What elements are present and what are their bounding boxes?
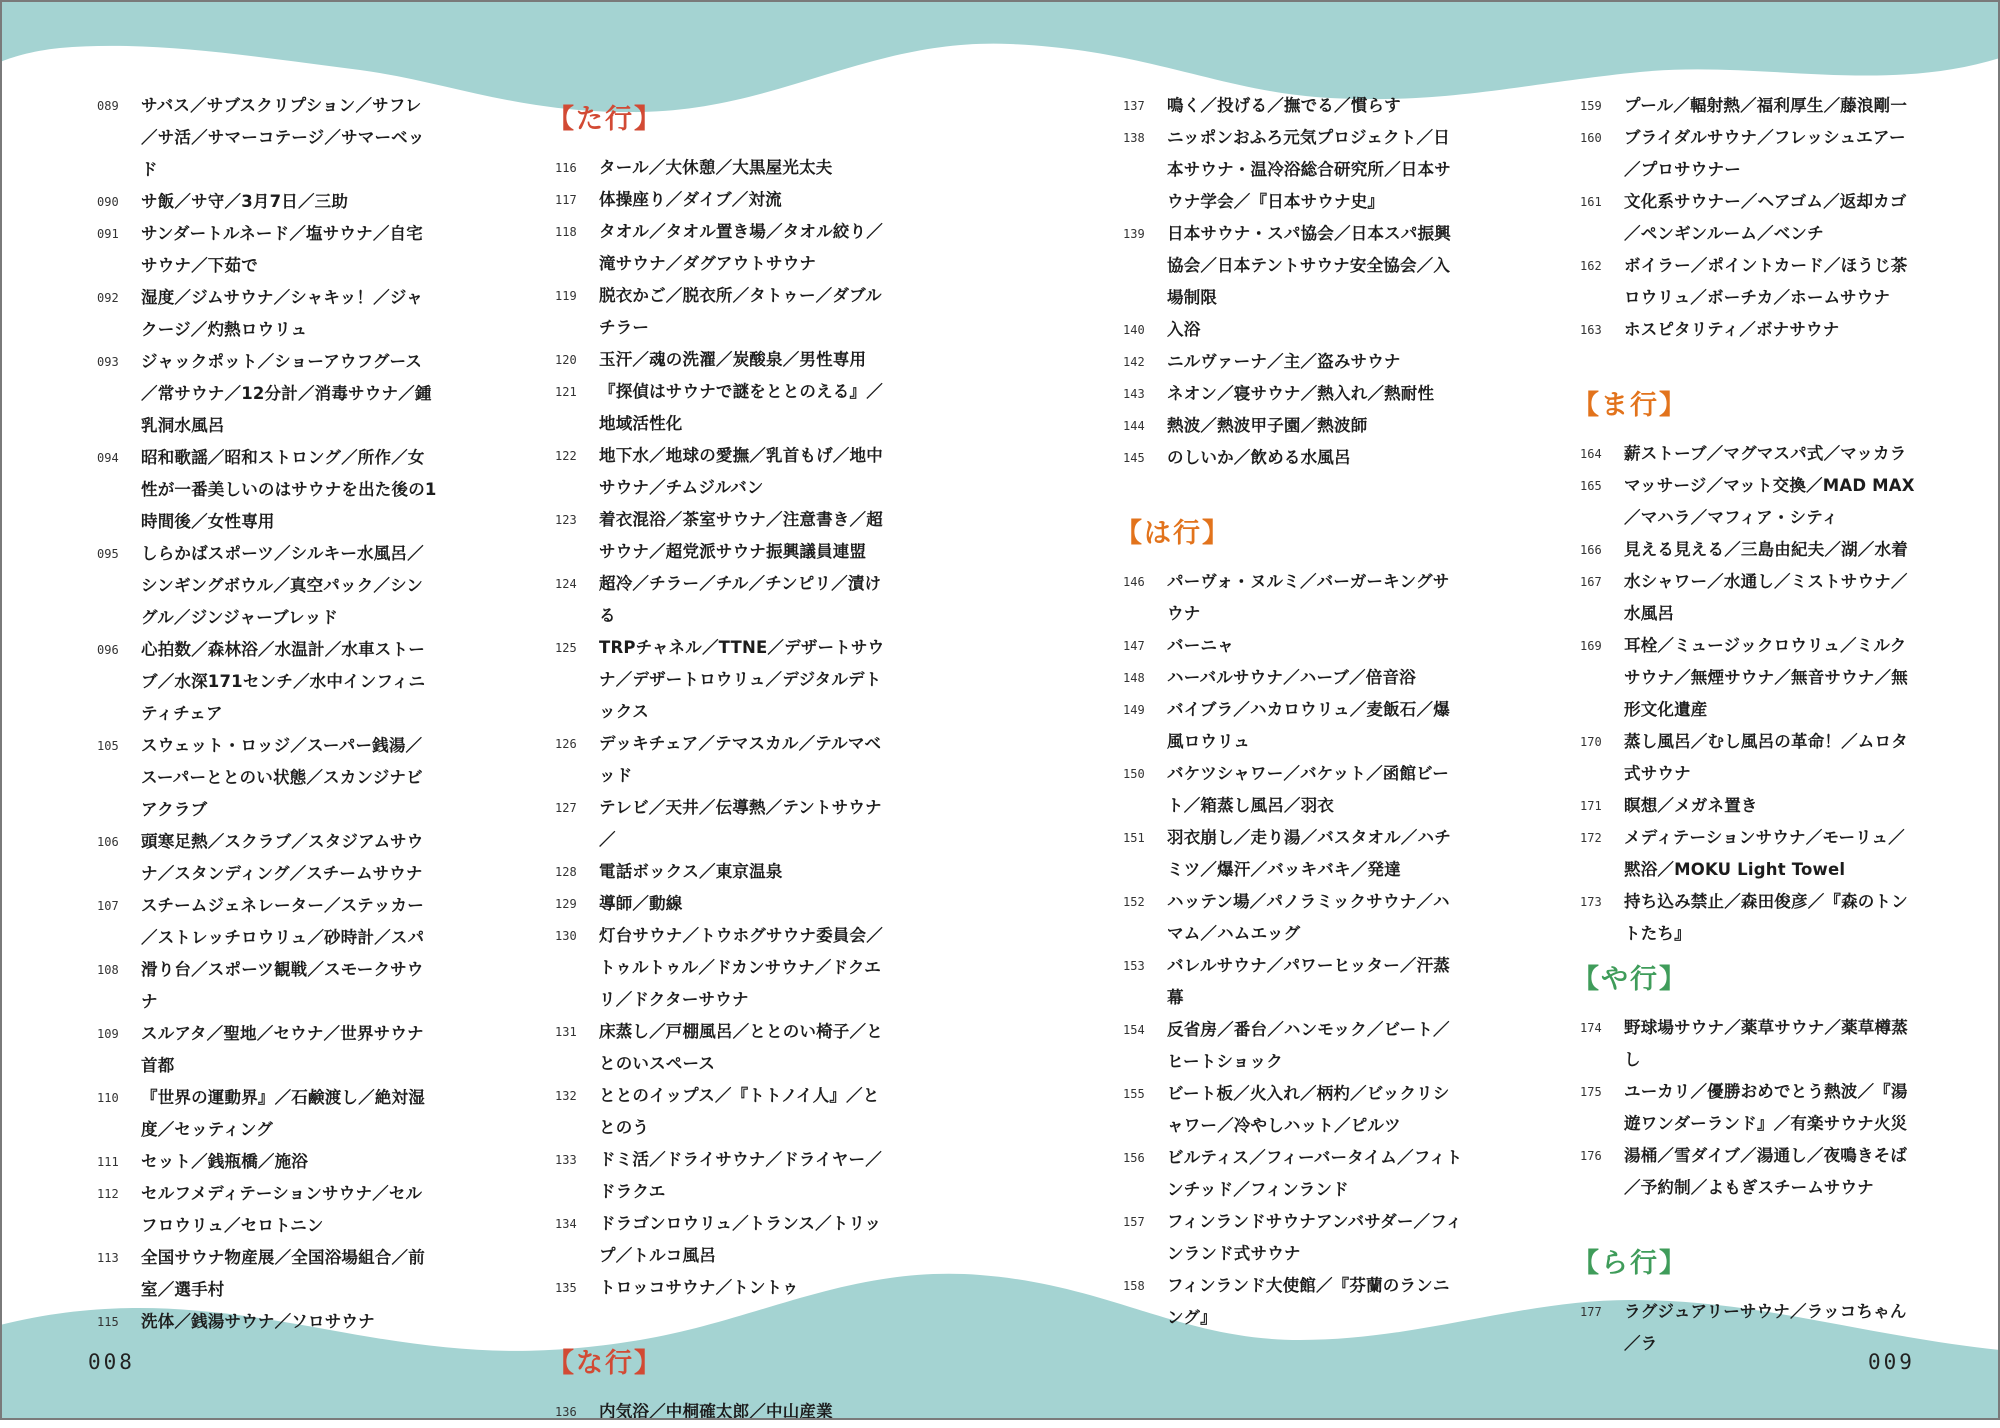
index-entry [1123, 822, 1463, 886]
entry-page-number: 136 [555, 1405, 577, 1419]
entry-page-number: 095 [97, 547, 119, 561]
index-entry [555, 888, 895, 920]
entry-terms: 洗体／銭湯サウナ／ソロサウナ [141, 1312, 375, 1331]
entry-page-number: 163 [1580, 323, 1602, 337]
entry-terms: タオル／タオル置き場／タオル絞り／滝サウナ／ダグアウトサウナ [599, 222, 883, 273]
index-entry [555, 280, 895, 344]
entry-terms: ビート板／火入れ／柄杓／ビックリシャワー／冷やしハット／ピルツ [1167, 1084, 1450, 1135]
page-number-right: 009 [1868, 1350, 1915, 1374]
entry-terms: 野球場サウナ／薬草サウナ／薬草樽蒸し [1624, 1018, 1908, 1069]
entry-terms: マッサージ／マット交換／MAD MAX／マハラ／マフィア・シティ [1624, 476, 1915, 527]
entry-page-number: 093 [97, 355, 119, 369]
entry-page-number: 118 [555, 225, 577, 239]
entry-page-number: 165 [1580, 479, 1602, 493]
entry-terms: ブライダルサウナ／フレッシュエアー／プロサウナー [1624, 128, 1906, 179]
entry-terms: 地下水／地球の愛撫／乳首もげ／地中サウナ／チムジルバン [599, 446, 883, 497]
entry-page-number: 171 [1580, 799, 1602, 813]
index-entry [555, 568, 895, 632]
entry-terms: ニッポンおふろ元気プロジェクト／日本サウナ・温冷浴総合研究所／日本サウナ学会／『日本サウナ史』 [1167, 128, 1451, 211]
entry-page-number: 164 [1580, 447, 1602, 461]
entry-page-number: 092 [97, 291, 119, 305]
entry-page-number: 122 [555, 449, 577, 463]
index-entry [1123, 378, 1463, 410]
page-number-left: 008 [88, 1350, 135, 1374]
index-entry [555, 728, 895, 792]
entry-terms: ドラゴンロウリュ／トランス／トリップ／トルコ風呂 [599, 1214, 882, 1265]
index-entry [97, 730, 437, 826]
index-entry [1123, 694, 1463, 758]
entry-page-number: 091 [97, 227, 119, 241]
entry-page-number: 124 [555, 577, 577, 591]
entry-page-number: 166 [1580, 543, 1602, 557]
section-heading: 【や行】 [1572, 964, 1688, 995]
entry-page-number: 111 [97, 1155, 119, 1169]
index-entry [555, 632, 895, 728]
entry-terms: ユーカリ／優勝おめでとう熱波／『湯遊ワンダーランド』／有楽サウナ火災 [1624, 1082, 1908, 1133]
entry-page-number: 140 [1123, 323, 1145, 337]
entry-page-number: 176 [1580, 1149, 1602, 1163]
entry-page-number: 175 [1580, 1085, 1602, 1099]
entry-page-number: 107 [97, 899, 119, 913]
entry-page-number: 133 [555, 1153, 577, 1167]
entry-terms: 見える見える／三島由紀夫／湖／水着 [1624, 540, 1908, 559]
entry-page-number: 145 [1123, 451, 1145, 465]
entry-page-number: 170 [1580, 735, 1602, 749]
entry-page-number: 169 [1580, 639, 1602, 653]
section-heading: 【た行】 [547, 104, 663, 135]
entry-page-number: 154 [1123, 1023, 1145, 1037]
entry-terms: TRPチャネル／TTNE／デザートサウナ／デザートロウリュ／デジタルデトックス [599, 638, 885, 721]
index-entry [97, 442, 437, 538]
index-entry [555, 504, 895, 568]
index-entry [97, 1018, 437, 1082]
index-entry [1580, 1012, 1920, 1076]
index-entry [1580, 90, 1920, 122]
index-entry [555, 344, 895, 376]
entry-page-number: 089 [97, 99, 119, 113]
entry-terms: ネオン／寝サウナ／熱入れ／熱耐性 [1167, 384, 1435, 403]
index-entry [1580, 470, 1920, 534]
index-entry [555, 184, 895, 216]
index-entry [1123, 90, 1463, 122]
index-entry [555, 1208, 895, 1272]
entry-page-number: 138 [1123, 131, 1145, 145]
index-entry [1123, 346, 1463, 378]
index-entry [555, 1272, 895, 1304]
index-entry [1123, 662, 1463, 694]
entry-terms: しらかばスポーツ／シルキー水風呂／シンギングボウル／真空パック／シングル／ジンジャーブレッド [141, 544, 424, 627]
entry-terms: 持ち込み禁止／森田俊彦／『森のトントたち』 [1624, 892, 1908, 943]
entry-page-number: 139 [1123, 227, 1145, 241]
index-entry [1123, 1078, 1463, 1142]
index-entry [555, 792, 895, 856]
entry-page-number: 160 [1580, 131, 1602, 145]
index-entry [97, 1306, 437, 1338]
index-entry [555, 376, 895, 440]
section-heading: 【ま行】 [1572, 390, 1688, 421]
entry-page-number: 151 [1123, 831, 1145, 845]
entry-terms: 蒸し風呂／むし風呂の革命！／ムロタ式サウナ [1624, 732, 1908, 783]
index-entry [1580, 886, 1920, 950]
entry-page-number: 157 [1123, 1215, 1145, 1229]
entry-page-number: 117 [555, 193, 577, 207]
entry-terms: ビルティス／フィーバータイム／フィトンチッド／フィンランド [1167, 1148, 1463, 1199]
index-entry [555, 1144, 895, 1208]
entry-page-number: 129 [555, 897, 577, 911]
entry-terms: スチームジェネレーター／ステッカー／ストレッチロウリュ／砂時計／スパ [141, 896, 425, 947]
entry-page-number: 134 [555, 1217, 577, 1231]
index-entry [1123, 630, 1463, 662]
section-spacer [555, 1304, 895, 1334]
index-entry [555, 216, 895, 280]
entry-page-number: 131 [555, 1025, 577, 1039]
entry-terms: サ飯／サ守／3月7日／三助 [141, 192, 349, 211]
index-entry [97, 218, 437, 282]
entry-terms: ボイラー／ポイントカード／ほうじ茶ロウリュ／ボーチカ／ホームサウナ [1624, 256, 1908, 307]
index-entry [97, 186, 437, 218]
entry-terms: デッキチェア／テマスカル／テルマベッド [599, 734, 882, 785]
index-entry [97, 538, 437, 634]
index-column-4 [1572, 90, 1920, 1360]
entry-terms: ドミ活／ドライサウナ／ドライヤー／ドラクエ [599, 1150, 882, 1201]
entry-page-number: 177 [1580, 1305, 1602, 1319]
entry-terms: 心拍数／森林浴／水温計／水車ストーブ／水深171センチ／水中インフィニティチェア [141, 640, 426, 723]
entry-page-number: 132 [555, 1089, 577, 1103]
entry-page-number: 158 [1123, 1279, 1145, 1293]
entry-page-number: 120 [555, 353, 577, 367]
entry-terms: ラグジュアリーサウナ／ラッコちゃん／ラ [1624, 1302, 1907, 1353]
index-entry [555, 1016, 895, 1080]
entry-page-number: 112 [97, 1187, 119, 1201]
entry-terms: プール／輻射熱／福利厚生／藤浪剛一 [1624, 96, 1908, 115]
index-entry [1580, 630, 1920, 726]
entry-terms: 体操座り／ダイブ／対流 [599, 190, 782, 209]
entry-page-number: 150 [1123, 767, 1145, 781]
entry-page-number: 153 [1123, 959, 1145, 973]
entry-terms: バーニャ [1167, 636, 1234, 655]
entry-terms: メディテーションサウナ／モーリュ／黙浴／MOKU Light Towel [1624, 828, 1905, 879]
entry-terms: 湯桶／雪ダイブ／湯通し／夜鳴きそば／予約制／よもぎスチームサウナ [1624, 1146, 1908, 1197]
entry-terms: 鳴く／投げる／撫でる／慣らす [1167, 96, 1401, 115]
entry-page-number: 128 [555, 865, 577, 879]
entry-terms: タール／大休憩／大黒屋光太夫 [599, 158, 833, 177]
entry-terms: 着衣混浴／茶室サウナ／注意書き／超サウナ／超党派サウナ振興議員連盟 [599, 510, 883, 561]
entry-page-number: 115 [97, 1315, 119, 1329]
entry-terms: 『世界の運動界』／石鹸渡し／絶対湿度／セッティング [141, 1088, 425, 1139]
index-entry [1580, 250, 1920, 314]
entry-terms: 『探偵はサウナで謎をととのえる』／地域活性化 [599, 382, 883, 433]
index-entry [1580, 438, 1920, 470]
index-entry [1580, 726, 1920, 790]
index-entry [1123, 758, 1463, 822]
entry-terms: 床蒸し／戸棚風呂／ととのい椅子／ととのいスペース [599, 1022, 883, 1073]
entry-page-number: 162 [1580, 259, 1602, 273]
index-column-1 [97, 90, 437, 1338]
entry-terms: 耳栓／ミュージックロウリュ／ミルクサウナ／無煙サウナ／無音サウナ／無形文化遺産 [1624, 636, 1908, 719]
index-entry [1580, 314, 1920, 346]
entry-page-number: 113 [97, 1251, 119, 1265]
entry-page-number: 094 [97, 451, 119, 465]
entry-page-number: 156 [1123, 1151, 1145, 1165]
entry-terms: 入浴 [1167, 320, 1201, 339]
entry-page-number: 144 [1123, 419, 1145, 433]
entry-terms: サバス／サブスクリプション／サフレ／サ活／サマーコテージ／サマーベッド [141, 96, 425, 179]
entry-page-number: 146 [1123, 575, 1145, 589]
entry-terms: 超冷／チラー／チル／チンピリ／漬ける [599, 574, 882, 625]
entry-page-number: 110 [97, 1091, 119, 1105]
entry-page-number: 096 [97, 643, 119, 657]
entry-page-number: 167 [1580, 575, 1602, 589]
entry-terms: フィンランドサウナアンバサダー／フィンランド式サウナ [1167, 1212, 1463, 1263]
entry-terms: スウェット・ロッジ／スーパー銭湯／スーパーととのい状態／スカンジナビアクラブ [141, 736, 423, 819]
entry-terms: フィンランド大使館／『芬蘭のランニング』 [1167, 1276, 1450, 1327]
index-entry [1580, 534, 1920, 566]
index-entry [1123, 1270, 1463, 1334]
index-entry [1123, 886, 1463, 950]
index-entry [97, 282, 437, 346]
entry-terms: 玉汗／魂の洗濯／炭酸泉／男性専用 [599, 350, 867, 369]
entry-page-number: 173 [1580, 895, 1602, 909]
entry-page-number: 143 [1123, 387, 1145, 401]
entry-terms: 全国サウナ物産展／全国浴場組合／前室／選手村 [141, 1248, 425, 1299]
entry-page-number: 106 [97, 835, 119, 849]
entry-page-number: 148 [1123, 671, 1145, 685]
entry-terms: ジャックポット／ショーアウフグース／常サウナ／12分計／消毒サウナ／鍾乳洞水風呂 [141, 352, 432, 435]
section-heading: 【ら行】 [1572, 1248, 1688, 1279]
section-heading: 【な行】 [547, 1348, 663, 1379]
entry-page-number: 121 [555, 385, 577, 399]
index-entry [1580, 1140, 1920, 1204]
index-entry [1580, 1076, 1920, 1140]
entry-page-number: 090 [97, 195, 119, 209]
entry-page-number: 125 [555, 641, 577, 655]
section-heading: 【は行】 [1115, 518, 1231, 549]
index-column-2 [547, 90, 895, 1428]
index-entry [1123, 1142, 1463, 1206]
index-entry [97, 890, 437, 954]
entry-page-number: 119 [555, 289, 577, 303]
entry-page-number: 152 [1123, 895, 1145, 909]
index-entry [1580, 790, 1920, 822]
entry-terms: 水シャワー／水通し／ミストサウナ／水風呂 [1624, 572, 1908, 623]
entry-terms: サンダートルネード／塩サウナ／自宅サウナ／下茹で [141, 224, 423, 275]
index-entry [97, 1146, 437, 1178]
index-entry [555, 1396, 895, 1428]
entry-page-number: 127 [555, 801, 577, 815]
index-entry [97, 1178, 437, 1242]
entry-page-number: 116 [555, 161, 577, 175]
index-entry [1123, 442, 1463, 474]
index-entry [97, 634, 437, 730]
entry-terms: 導師／動線 [599, 894, 683, 913]
entry-page-number: 108 [97, 963, 119, 977]
entry-terms: ハッテン場／パノラミックサウナ／ハマム／ハムエッグ [1167, 892, 1450, 943]
entry-page-number: 174 [1580, 1021, 1602, 1035]
entry-terms: のしいか／飲める水風呂 [1167, 448, 1351, 467]
index-entry [97, 1082, 437, 1146]
entry-page-number: 161 [1580, 195, 1602, 209]
entry-page-number: 159 [1580, 99, 1602, 113]
entry-terms: ととのイップス／『トトノイ人』／ととのう [599, 1086, 880, 1137]
index-entry [97, 346, 437, 442]
entry-page-number: 137 [1123, 99, 1145, 113]
entry-terms: スルアタ／聖地／セウナ／世界サウナ首都 [141, 1024, 424, 1075]
entry-terms: セット／銭瓶橋／施浴 [141, 1152, 308, 1171]
index-entry [97, 1242, 437, 1306]
entry-page-number: 126 [555, 737, 577, 751]
index-entry [555, 152, 895, 184]
entry-terms: 昭和歌謡／昭和ストロング／所作／女性が一番美しいのはサウナを出た後の1時間後／女性専用 [141, 448, 437, 531]
index-entry [1580, 822, 1920, 886]
index-entry [97, 954, 437, 1018]
entry-terms: セルフメディテーションサウナ／セルフロウリュ／セロトニン [141, 1184, 423, 1235]
entry-terms: パーヴォ・ヌルミ／バーガーキングサウナ [1167, 572, 1450, 623]
entry-terms: トロッコサウナ／トントゥ [599, 1278, 799, 1297]
entry-terms: 滑り台／スポーツ観戦／スモークサウナ [141, 960, 424, 1011]
entry-terms: 瞑想／メガネ置き [1624, 796, 1758, 815]
index-entry [1123, 122, 1463, 218]
index-entry [1580, 186, 1920, 250]
entry-page-number: 172 [1580, 831, 1602, 845]
entry-terms: 頭寒足熱／スクラブ／スタジアムサウナ／スタンディング／スチームサウナ [141, 832, 424, 883]
index-entry [555, 920, 895, 1016]
entry-page-number: 147 [1123, 639, 1145, 653]
index-entry [1123, 566, 1463, 630]
entry-page-number: 105 [97, 739, 119, 753]
entry-terms: ニルヴァーナ／主／盗みサウナ [1167, 352, 1401, 371]
index-entry [1580, 566, 1920, 630]
entry-terms: 文化系サウナー／ヘアゴム／返却カゴ／ペンギンルーム／ベンチ [1624, 192, 1907, 243]
entry-terms: 内気浴／中桐確太郎／中山産業 [599, 1402, 833, 1421]
entry-terms: バイブラ／ハカロウリュ／麦飯石／爆風ロウリュ [1167, 700, 1450, 751]
entry-terms: ホスピタリティ／ボナサウナ [1624, 320, 1840, 339]
entry-page-number: 135 [555, 1281, 577, 1295]
index-entry [555, 856, 895, 888]
index-entry [1123, 1014, 1463, 1078]
index-entry [1123, 1206, 1463, 1270]
index-entry [1123, 410, 1463, 442]
index-entry [1123, 950, 1463, 1014]
entry-page-number: 142 [1123, 355, 1145, 369]
entry-page-number: 109 [97, 1027, 119, 1041]
entry-terms: ハーバルサウナ／ハーブ／倍音浴 [1167, 668, 1416, 687]
entry-terms: 熱波／熱波甲子園／熱波師 [1167, 416, 1368, 435]
section-spacer [1580, 346, 1920, 376]
entry-page-number: 155 [1123, 1087, 1145, 1101]
entry-terms: テレビ／天井／伝導熱／テントサウナ／ [599, 798, 882, 849]
entry-page-number: 123 [555, 513, 577, 527]
index-entry [97, 90, 437, 186]
index-entry [555, 1080, 895, 1144]
entry-terms: 羽衣崩し／走り湯／バスタオル／ハチミツ／爆汗／バッキバキ／発達 [1167, 828, 1451, 879]
index-entry [555, 440, 895, 504]
index-entry [1580, 122, 1920, 186]
section-spacer [1580, 1204, 1920, 1234]
entry-page-number: 130 [555, 929, 577, 943]
index-column-3 [1115, 90, 1463, 1334]
entry-page-number: 149 [1123, 703, 1145, 717]
section-spacer [1123, 474, 1463, 504]
entry-terms: 灯台サウナ／トウホグサウナ委員会／トゥルトゥル／ドカンサウナ／ドクエリ／ドクターサウナ [599, 926, 883, 1009]
index-entry [97, 826, 437, 890]
entry-terms: 脱衣かご／脱衣所／タトゥー／ダブルチラー [599, 286, 882, 337]
entry-terms: 電話ボックス／東京温泉 [599, 862, 783, 881]
entry-terms: バレルサウナ／パワーヒッター／汗蒸幕 [1167, 956, 1450, 1007]
entry-terms: 日本サウナ・スパ協会／日本スパ振興協会／日本テントサウナ安全協会／入場制限 [1167, 224, 1451, 307]
index-entry [1123, 314, 1463, 346]
index-entry [1123, 218, 1463, 314]
entry-terms: 薪ストーブ／マグマスパ式／マッカラ [1624, 444, 1907, 463]
entry-terms: バケツシャワー／バケット／函館ビート／箱蒸し風呂／羽衣 [1167, 764, 1449, 815]
entry-terms: 反省房／番台／ハンモック／ビート／ヒートショック [1167, 1020, 1450, 1071]
entry-terms: 湿度／ジムサウナ／シャキッ！／ジャクージ／灼熱ロウリュ [141, 288, 423, 339]
